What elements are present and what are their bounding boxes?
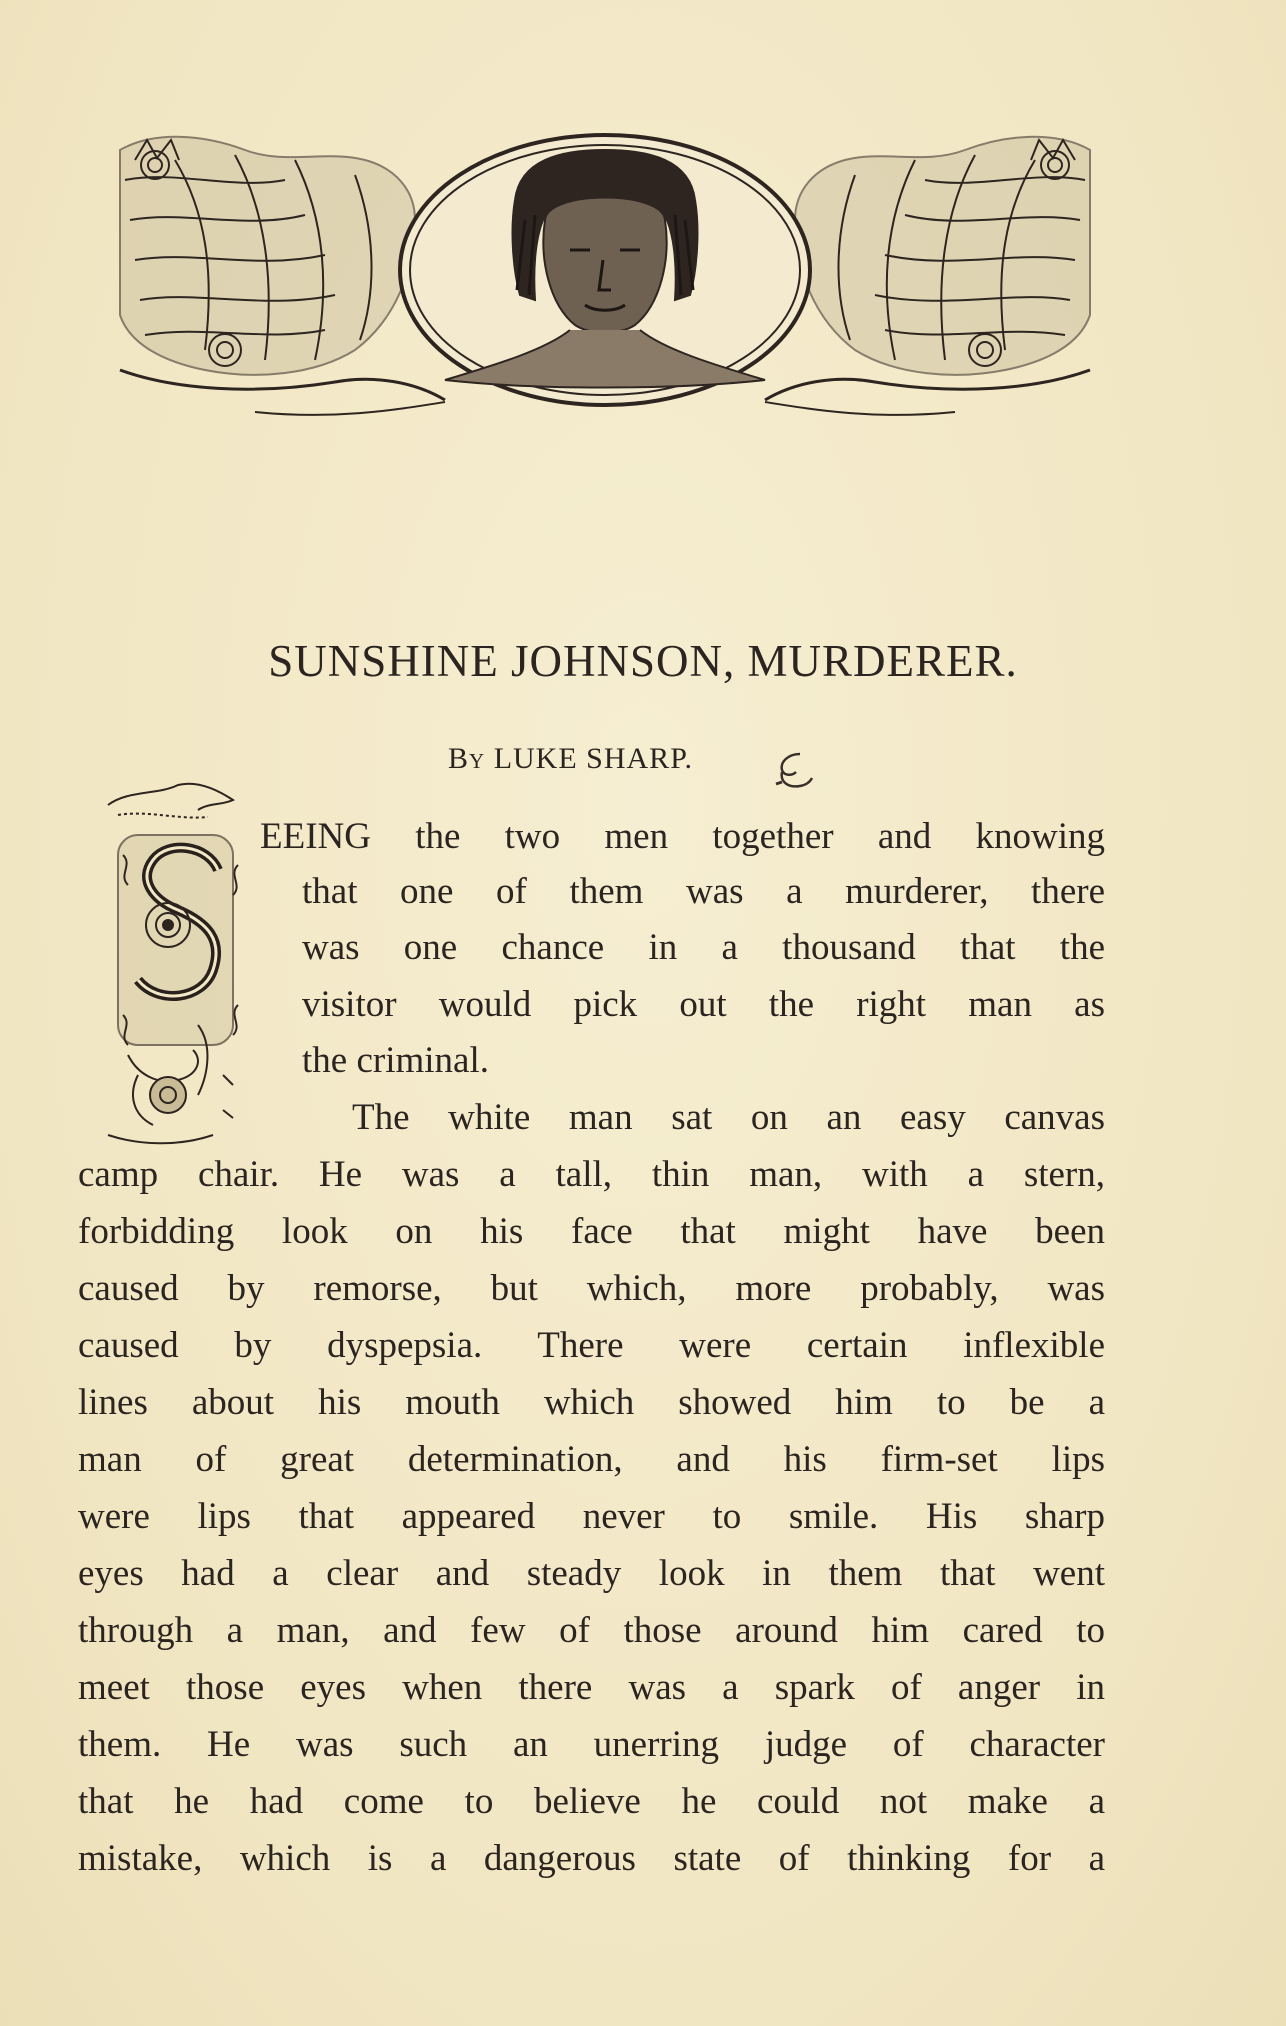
paragraph2-line-8: were lips that appeared never to smile. His sharp	[78, 1496, 1105, 1537]
paragraph2-line-7: man of great determination, and his firm-set lips	[78, 1439, 1105, 1480]
paragraph2-line-1: The white man sat on an easy canvas	[352, 1097, 1105, 1138]
paragraph2-line-4: caused by remorse, but which, more probably, was	[78, 1268, 1105, 1309]
ink-mark-icon	[770, 748, 818, 794]
paragraph2-line-14: mistake, which is a dangerous state of thinking for a	[78, 1838, 1105, 1879]
paragraph2-line-3: forbidding look on his face that might have been	[78, 1211, 1105, 1252]
paragraph2-line-10: through a man, and few of those around him cared to	[78, 1610, 1105, 1651]
paragraph2-line-9: eyes had a clear and steady look in them that went	[78, 1553, 1105, 1594]
ornamental-initial-s-icon	[98, 775, 258, 1155]
paragraph1-line-3: was one chance in a thousand that the	[302, 927, 1105, 968]
story-title: SUNSHINE JOHNSON, MURDERER.	[268, 636, 1018, 686]
paragraph2-line-6: lines about his mouth which showed him to be a	[78, 1382, 1105, 1423]
byline	[448, 742, 693, 776]
paragraph2-line-2: camp chair. He was a tall, thin man, with a stern,	[78, 1154, 1105, 1195]
byline-author: LUKE SHARP.	[493, 742, 694, 775]
paragraph2-line-11: meet those eyes when there was a spark of anger in	[78, 1667, 1105, 1708]
paragraph2-line-13: that he had come to believe he could not make a	[78, 1781, 1105, 1822]
byline-by: By	[448, 742, 486, 775]
paragraph2-line-5: caused by dyspepsia. There were certain inflexible	[78, 1325, 1105, 1366]
engraved-portrait-headpiece-icon	[115, 120, 1095, 425]
paragraph1-line-2: that one of them was a murderer, there	[302, 871, 1105, 912]
paragraph1-line-1: EEING the two men together and knowing	[260, 816, 1105, 857]
paragraph1-line-5: the criminal.	[302, 1040, 489, 1081]
paragraph2-line-12: them. He was such an unerring judge of character	[78, 1724, 1105, 1765]
paragraph1-line-4: visitor would pick out the right man as	[302, 984, 1105, 1025]
